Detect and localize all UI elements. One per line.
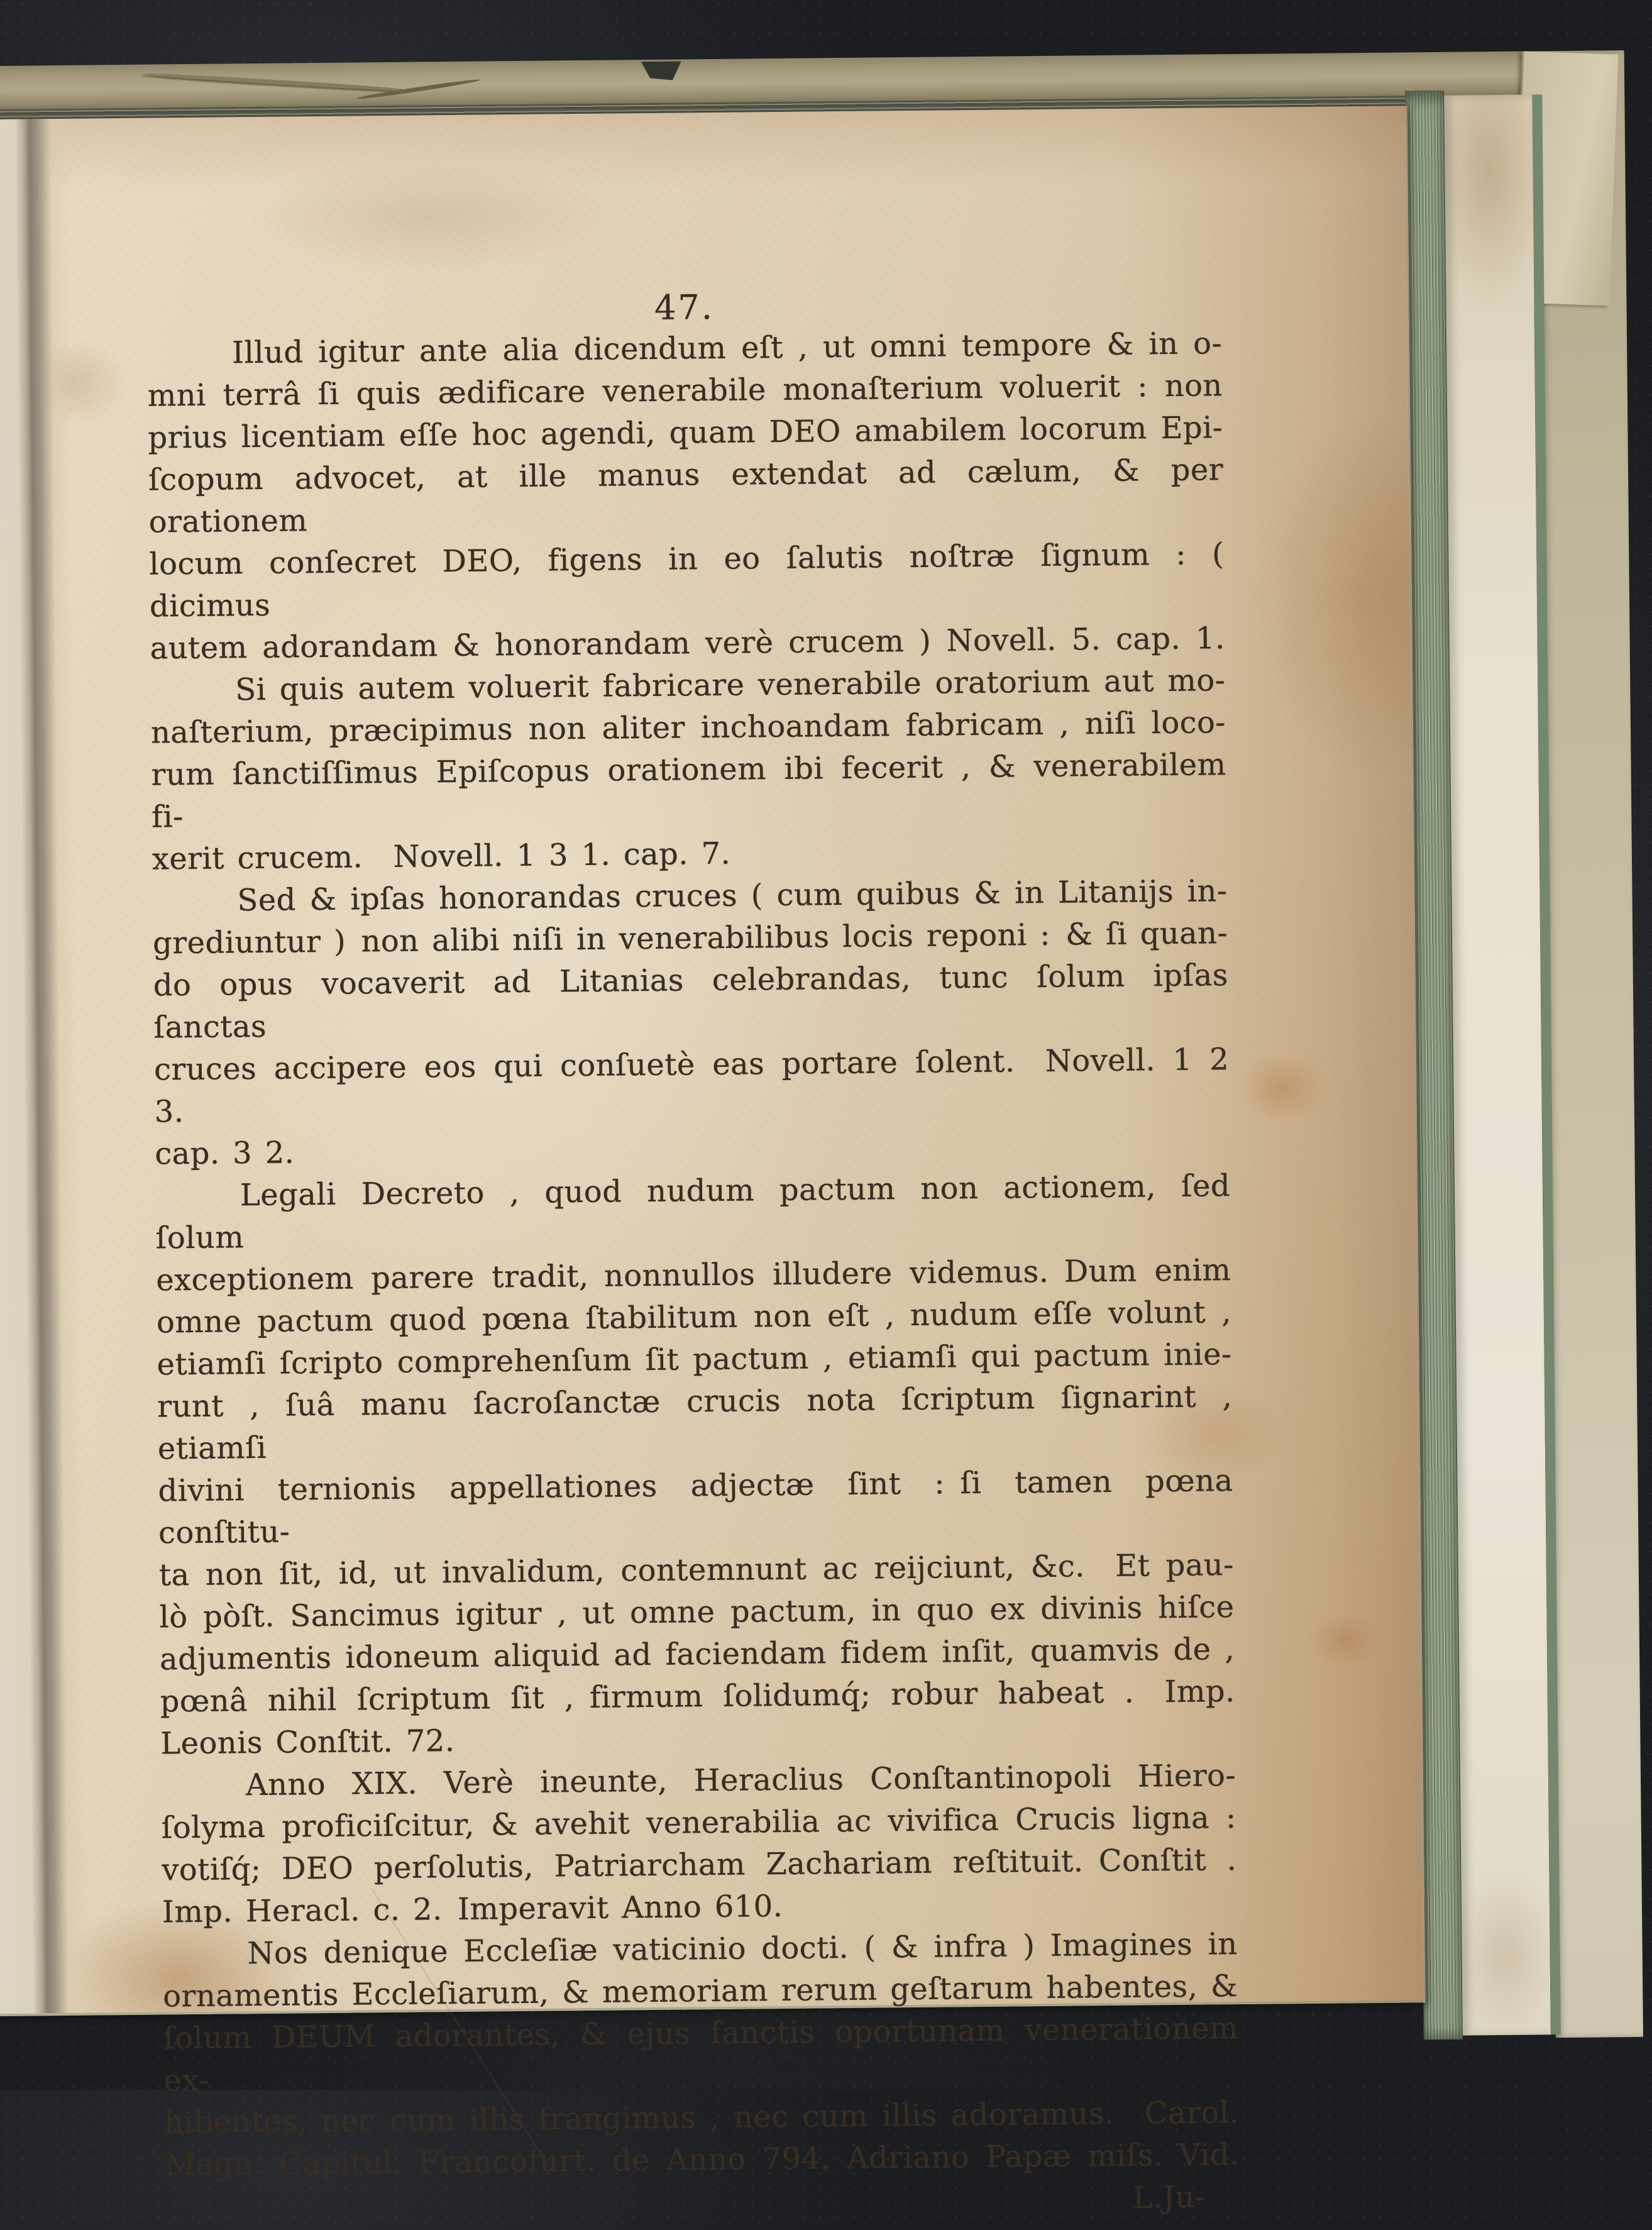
text-line: hibentes, nec cum illis frangimus , nec cum illis adoramus. Carol. bbox=[163, 2095, 1240, 2141]
text-line: Anno XIX. Verè ineunte, Heraclius Conſtantinopoli Hiero- bbox=[245, 1758, 1236, 1803]
text-line: do opus vocaverit ad Litanias celebrandas, tunc ſolum ipſas ſanctas bbox=[153, 958, 1228, 1046]
text-line: ornamentis Eccleſiarum, & memoriam rerum geſtarum habentes, & bbox=[162, 1968, 1238, 2014]
paragraph bbox=[162, 1923, 1240, 2186]
text-line: ſcopum advocet, at ille manus extendat ad cælum, & per orationem bbox=[148, 452, 1224, 540]
text-line: Illud igitur ante alia dicendum eſt , ut omni tempore & in o- bbox=[231, 326, 1223, 371]
text-line: ta non ſit, id, ut invalidum, contemnunt ac reijciunt, &c. Et pau- bbox=[158, 1547, 1234, 1593]
text-line: cap. 3 2. bbox=[155, 1135, 295, 1172]
catchword: L.Ju- bbox=[1132, 2179, 1206, 2216]
paragraph bbox=[147, 323, 1225, 670]
text-line: Sed & ipſas honorandas cruces ( cum quibus & in Litanijs in- bbox=[237, 873, 1228, 919]
text-line: pœnâ nihil ſcriptum ſit , firmum ſolidumq́; robur habeat . Imp. bbox=[160, 1674, 1235, 1719]
text-line: rum ſanctiſſimus Epiſcopus orationem ibi fecerit , & venerabilem fi- bbox=[151, 747, 1226, 835]
text-line: prius licentiam eſſe hoc agendi, quam DEO amabilem locorum Epi- bbox=[148, 410, 1223, 456]
page-number: 47. bbox=[654, 287, 715, 328]
text-line: autem adorandam & honorandam verè crucem ) Novell. 5. cap. 1. bbox=[150, 621, 1225, 666]
book-page bbox=[0, 106, 1425, 2216]
text-line: runt , ſuâ manu ſacroſanctæ crucis nota ſcriptum ſignarint , etiamſi bbox=[157, 1379, 1233, 1467]
text-line: locum conſecret DEO, figens in eo ſalutis noſtræ ſignum : ( dicimus bbox=[149, 536, 1225, 624]
text-line: Imp. Heracl. c. 2. Imperavit Anno 610. bbox=[162, 1889, 783, 1930]
text-line: exceptionem parere tradit, nonnullos illudere videmus. Dum enim bbox=[156, 1252, 1231, 1298]
text-line: grediuntur ) non alibi niſi in venerabilibus locis reponi : & ſi quan- bbox=[152, 915, 1228, 961]
text-line: divini ternionis appellationes adjectæ ſint : ſi tamen pœna conſtitu- bbox=[158, 1463, 1233, 1551]
protruding-page-edge bbox=[1444, 94, 1561, 2035]
text-line: omne pactum quod pœna ſtabilitum non eſt , nudum eſſe volunt , bbox=[156, 1294, 1232, 1340]
paragraph bbox=[150, 660, 1227, 880]
text-line: adjumentis idoneum aliquid ad faciendam fidem inſit, quamvis de , bbox=[159, 1631, 1235, 1677]
text-line: lò pòſt. Sancimus igitur , ut omne pactum, in quo ex divinis hiſce bbox=[159, 1589, 1235, 1635]
body-text bbox=[147, 323, 1240, 2228]
paragraph bbox=[155, 1165, 1236, 1765]
text-line: Legali Decreto , quod nudum pactum non actionem, ſed ſolum bbox=[155, 1168, 1231, 1256]
text-line: xerit crucem. Novell. 1 3 1. cap. 7. bbox=[151, 836, 731, 877]
book bbox=[0, 47, 1641, 2216]
paragraph bbox=[152, 870, 1230, 1175]
text-line: naſterium, præcipimus non aliter inchoandam fabricam , niſi loco- bbox=[150, 705, 1226, 751]
text-line: votiſq́; DEO perſolutis, Patriarcham Zachariam reſtituit. Conſtit . bbox=[162, 1842, 1237, 1888]
cover-notch bbox=[641, 61, 681, 80]
text-line: ſolum DEUM adorantes, & ejus ſanctis oportunam venerationem ex- bbox=[163, 2011, 1239, 2099]
gutter-groove bbox=[0, 119, 91, 2014]
text-column bbox=[146, 280, 1240, 2228]
binding-cord bbox=[141, 72, 405, 92]
text-line: Nos denique Eccleſiæ vaticinio docti. ( & infra ) Imagines in bbox=[247, 1926, 1238, 1972]
text-line: ſolyma proficiſcitur, & avehit venerabilia ac vivifica Crucis ligna : bbox=[161, 1800, 1236, 1846]
text-line: cruces accipere eos qui conſuetè eas portare ſolent. Novell. 1 2 3. bbox=[153, 1042, 1230, 1130]
text-line: Leonis Conſtit. 72. bbox=[160, 1723, 455, 1762]
text-line: etiamſi ſcripto comprehenſum ſit pactum , etiamſi qui pactum inie- bbox=[157, 1337, 1232, 1383]
paragraph bbox=[161, 1755, 1237, 1933]
text-line: mni terrâ ſi quis ædificare venerabile monaſterium voluerit : non bbox=[147, 368, 1223, 414]
text-line: Magn. Capitul. Francofurt. de Anno 794. Adriano Papæ miſs. Vid. bbox=[164, 2137, 1240, 2183]
text-line: Si quis autem voluerit fabricare venerabile oratorium aut mo- bbox=[235, 663, 1226, 708]
